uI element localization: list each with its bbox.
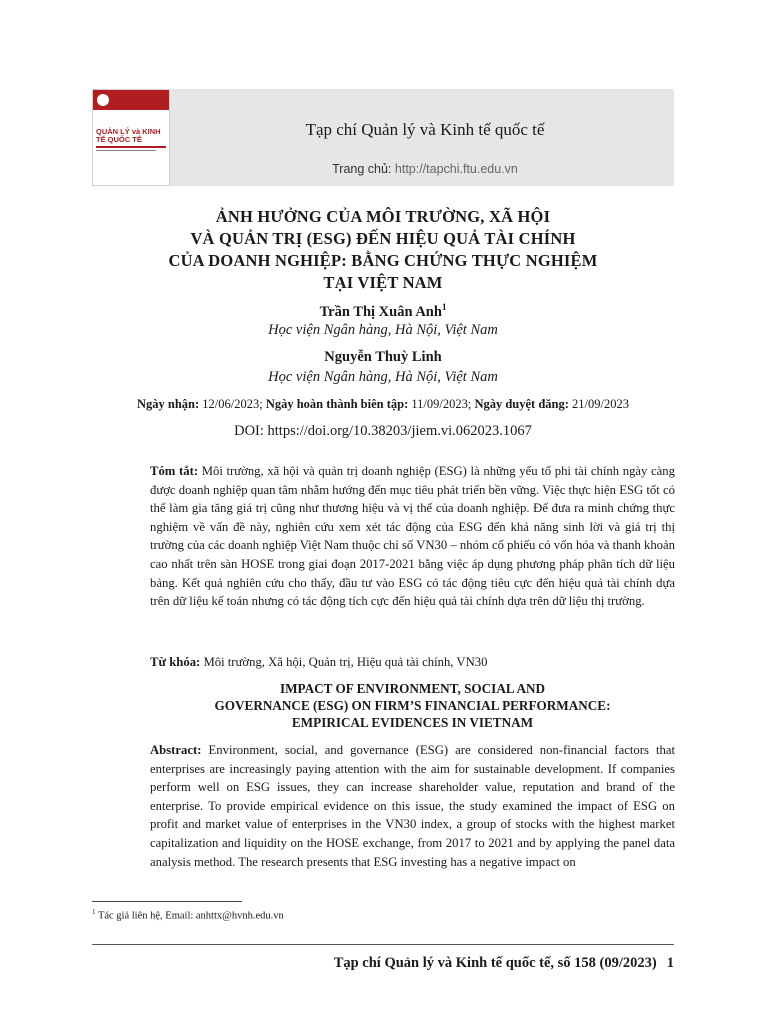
- article-title-line: CỦA DOANH NGHIỆP: BẰNG CHỨNG THỰC NGHIỆM: [168, 251, 598, 270]
- footer-journal: Tạp chí Quản lý và Kinh tế quốc tế, số 158 (09/2023): [333, 955, 657, 971]
- homepage-line: [175, 162, 675, 176]
- abstract-en-label: Abstract:: [150, 743, 202, 757]
- footnote-mark: 1: [92, 908, 96, 916]
- author-name: Nguyễn Thuỳ Linh: [324, 349, 442, 365]
- footnote: [92, 908, 284, 922]
- article-title-line: TẠI VIỆT NAM: [323, 273, 443, 292]
- footnote-divider: [92, 901, 242, 902]
- author-2-affiliation: Học viện Ngân hàng, Hà Nội, Việt Nam: [268, 369, 498, 385]
- author-1: [92, 302, 674, 321]
- cover-title: QUẢN LÝ và KINH TẾ QUỐC TẾ: [96, 127, 161, 144]
- article-dates: [92, 397, 674, 412]
- abstract-vi-label: Tóm tắt:: [150, 464, 199, 478]
- footer-divider: [92, 944, 674, 945]
- page-footer: [92, 955, 674, 972]
- accepted-date: 21/09/2023: [572, 397, 629, 411]
- author-footnote-mark: 1: [441, 302, 447, 312]
- article-title-line: ẢNH HƯỞNG CỦA MÔI TRƯỜNG, XÃ HỘI: [215, 207, 551, 226]
- journal-title: Tạp chí Quản lý và Kinh tế quốc tế: [305, 120, 545, 139]
- english-title-line: GOVERNANCE (ESG) ON FIRM’S FINANCIAL PERFORMANCE:: [214, 698, 611, 713]
- author-name: Trần Thị Xuân Anh: [319, 303, 442, 320]
- english-title-line: EMPIRICAL EVIDENCES IN VIETNAM: [291, 715, 534, 730]
- article-title-line: VÀ QUẢN TRỊ (ESG) ĐẾN HIỆU QUẢ TÀI CHÍNH: [190, 229, 576, 248]
- revised-label: Ngày hoàn thành biên tập:: [265, 397, 409, 411]
- cover-logo-icon: [97, 94, 109, 106]
- keywords-text: Môi trường, Xã hội, Quản trị, Hiệu quả tài chính, VN30: [203, 655, 488, 669]
- page-number: 1: [666, 955, 674, 971]
- doi-link[interactable]: DOI: https://doi.org/10.38203/jiem.vi.062023.1067: [234, 423, 532, 439]
- article-title: [92, 206, 674, 294]
- author-1-affiliation: Học viện Ngân hàng, Hà Nội, Việt Nam: [268, 322, 498, 338]
- cover-divider-thin: [96, 150, 156, 151]
- english-title-line: IMPACT OF ENVIRONMENT, SOCIAL AND: [279, 681, 546, 696]
- received-date: 12/06/2023;: [202, 397, 263, 411]
- keywords-label: Từ khóa:: [150, 655, 201, 669]
- journal-cover-thumbnail: [92, 89, 170, 186]
- abstract-vietnamese: [150, 462, 675, 611]
- received-label: Ngày nhận:: [136, 397, 200, 411]
- homepage-label: Trang chủ:: [332, 162, 392, 176]
- footnote-text: Tác giả liên hệ, Email: anhttx@hvnh.edu.vn: [97, 910, 284, 922]
- cover-divider: [96, 146, 166, 148]
- keywords-vietnamese: [150, 653, 675, 672]
- author-2: [92, 349, 674, 366]
- english-title: [150, 680, 675, 731]
- revised-date: 11/09/2023;: [411, 397, 472, 411]
- abstract-vi-text: Môi trường, xã hội và quản trị doanh nghiệp (ESG) là những yếu tố phi tài chính ngày càng được doanh nghiệp quan tâm nhằm hướng đến mục tiêu phát triển bền vững. Việc thực hiện ESG tốt có thể làm gia tăng giá trị cũng như thương hiệu và vị thế của doanh nghiệp. Để đưa ra minh chứng thực nghiệm về vấn đề này, nghiên cứu xem xét tác động của ESG đến khả năng sinh lời và giá trị thị trường của các doanh nghiệp Việt Nam thuộc chỉ số VN30 – nhóm cổ phiếu có vốn hóa và thanh khoản cao nhất trên sàn HOSE trong giai đoạn 2017-2021 bằng việc áp dụng phương pháp phân tích dữ liệu bảng. Kết quả nghiên cứu cho thấy, đầu tư vào ESG có tác động tiêu cực đến hiệu quả tài chính dựa trên dữ liệu kế toán nhưng có tác động tích cực đến hiệu quả tài chính dựa trên dữ liệu thị trường.: [150, 464, 675, 609]
- accepted-label: Ngày duyệt đăng:: [474, 397, 569, 411]
- abstract-english: [150, 741, 675, 871]
- abstract-en-text: Environment, social, and governance (ESG) are considered non-financial factors that enterprises are increasingly paying attention with the aim for sustainable development. If companies perform well on ESG issues, they can increase shareholder value, reputation and brand of the enterprise. To provide empirical evidence on this issue, the study examined the impact of ESG on profit and market value of enterprises in the VN30 index, a group of stocks with the highest market capitalization and liquidity on the HOSE exchange, from 2017 to 2021 and by applying the panel data analysis method. The research presents that ESG investing has a negative impact on: [150, 743, 676, 869]
- homepage-link[interactable]: http://tapchi.ftu.edu.vn: [394, 162, 518, 176]
